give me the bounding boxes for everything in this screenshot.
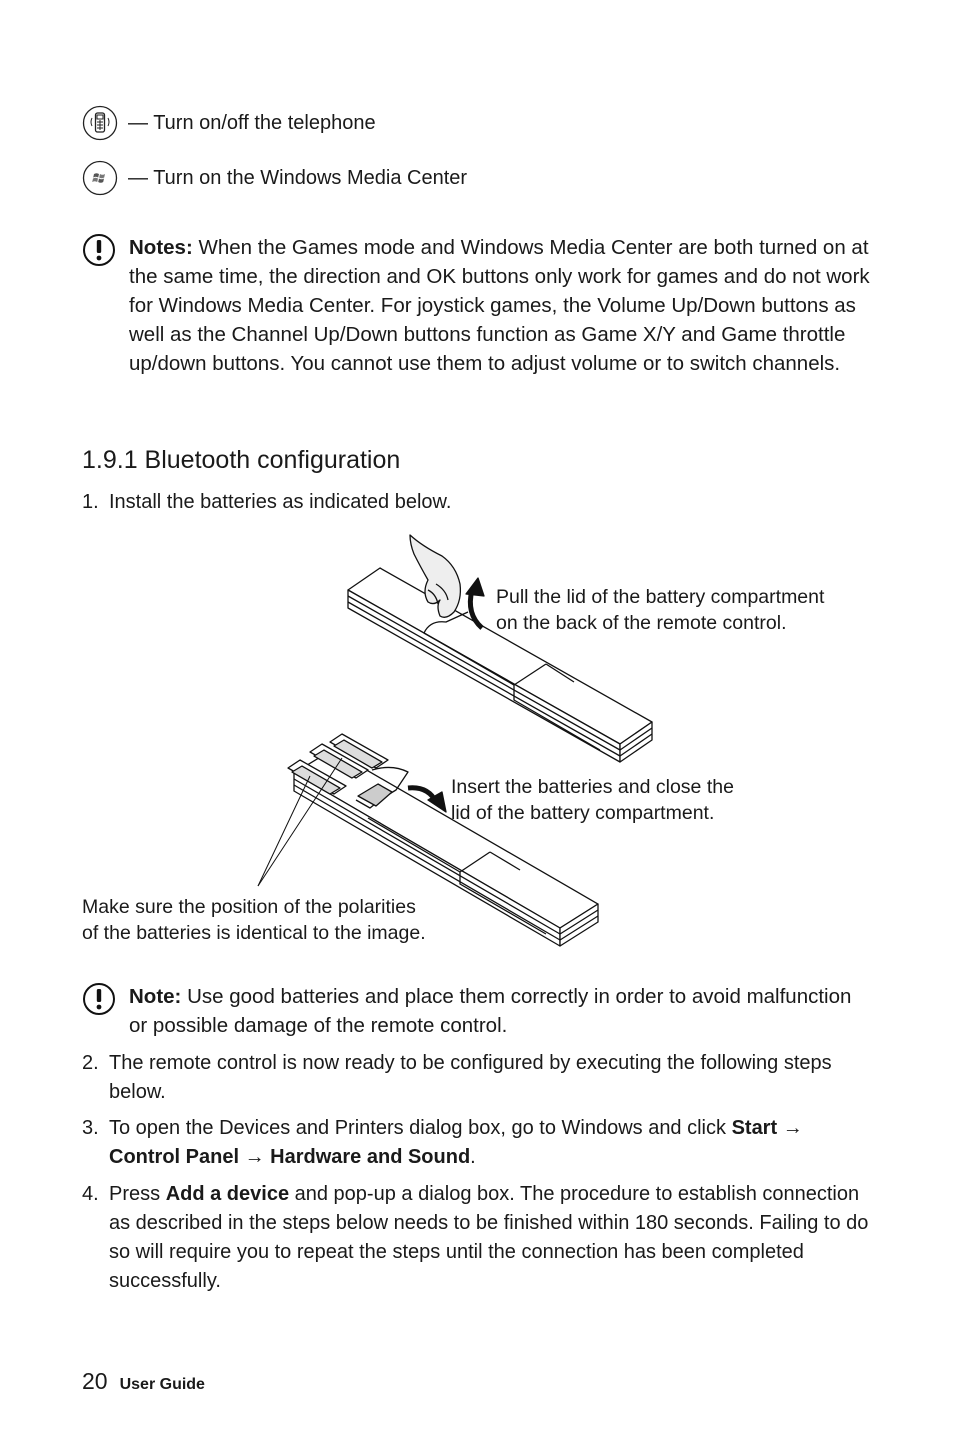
step-1-text: Install the batteries as indicated below. [109, 491, 452, 513]
control-panel-path: Control Panel [109, 1146, 240, 1168]
telephone-key-label: — Turn on/off the telephone [128, 111, 376, 134]
media-center-key-row [82, 158, 467, 198]
start-menu-path: Start [731, 1117, 778, 1139]
step-4-number: 4. [82, 1183, 99, 1205]
step-1 [82, 488, 872, 517]
add-device-command: Add a device [165, 1183, 290, 1205]
media-center-key-label: — Turn on the Windows Media Center [128, 166, 468, 189]
step-3 [82, 1114, 872, 1172]
caption-insert-batteries: Insert the batteries and close the lid of the battery compartment. [451, 776, 734, 824]
note-text [129, 982, 872, 1040]
notes-block [82, 233, 872, 378]
section-heading: 1.9.1 Bluetooth configuration [82, 446, 401, 474]
step-2-number: 2. [82, 1052, 99, 1074]
caption-pull-lid: Pull the lid of the battery compartment on the back of the remote control. [496, 586, 825, 634]
windows-logo-icon [82, 160, 118, 196]
step-1-number: 1. [82, 491, 99, 513]
notes-label: Notes: [129, 236, 193, 259]
telephone-icon [82, 105, 118, 141]
page-number: 20 [82, 1368, 108, 1394]
page-footer [82, 1368, 205, 1395]
step-3-number: 3. [82, 1117, 99, 1139]
exclamation-icon [82, 982, 116, 1016]
notes-text [129, 233, 872, 378]
caption-polarity: Make sure the position of the polarities of the batteries is identical to the image. [82, 896, 426, 944]
step-2 [82, 1049, 872, 1107]
footer-doc-title: User Guide [119, 1376, 205, 1393]
step-2-text: The remote control is now ready to be configured by executing the following steps below. [109, 1052, 832, 1103]
step-4-text: Press Add a device and pop-up a dialog box. The procedure to establish connection as described in the steps below needs to be finished within 180 seconds. Failing to do so will require you to repeat the steps until the connection has been completed successfully. [109, 1183, 869, 1292]
step-4 [82, 1180, 872, 1296]
note-label: Note: [129, 985, 182, 1008]
telephone-key-row [82, 103, 376, 143]
exclamation-icon [82, 233, 116, 267]
step-3-text: To open the Devices and Printers dialog box, go to Windows and click Start → Control Panel → Hardware and Sound. [109, 1117, 803, 1168]
hardware-and-sound-path: Hardware and Sound [270, 1146, 471, 1168]
note-body: Use good batteries and place them correctly in order to avoid malfunction or possible damage of the remote control. [129, 985, 852, 1037]
notes-body: When the Games mode and Windows Media Center are both turned on at the same time, the direction and OK buttons only work for games and do not work for Windows Media Center. For joystick games, the Volume Up/Down buttons as well as the Channel Up/Down buttons function as Game X/Y and Game throttle up/down buttons. You cannot use them to adjust volume or to switch channels. [129, 236, 870, 375]
note-block [82, 982, 872, 1040]
